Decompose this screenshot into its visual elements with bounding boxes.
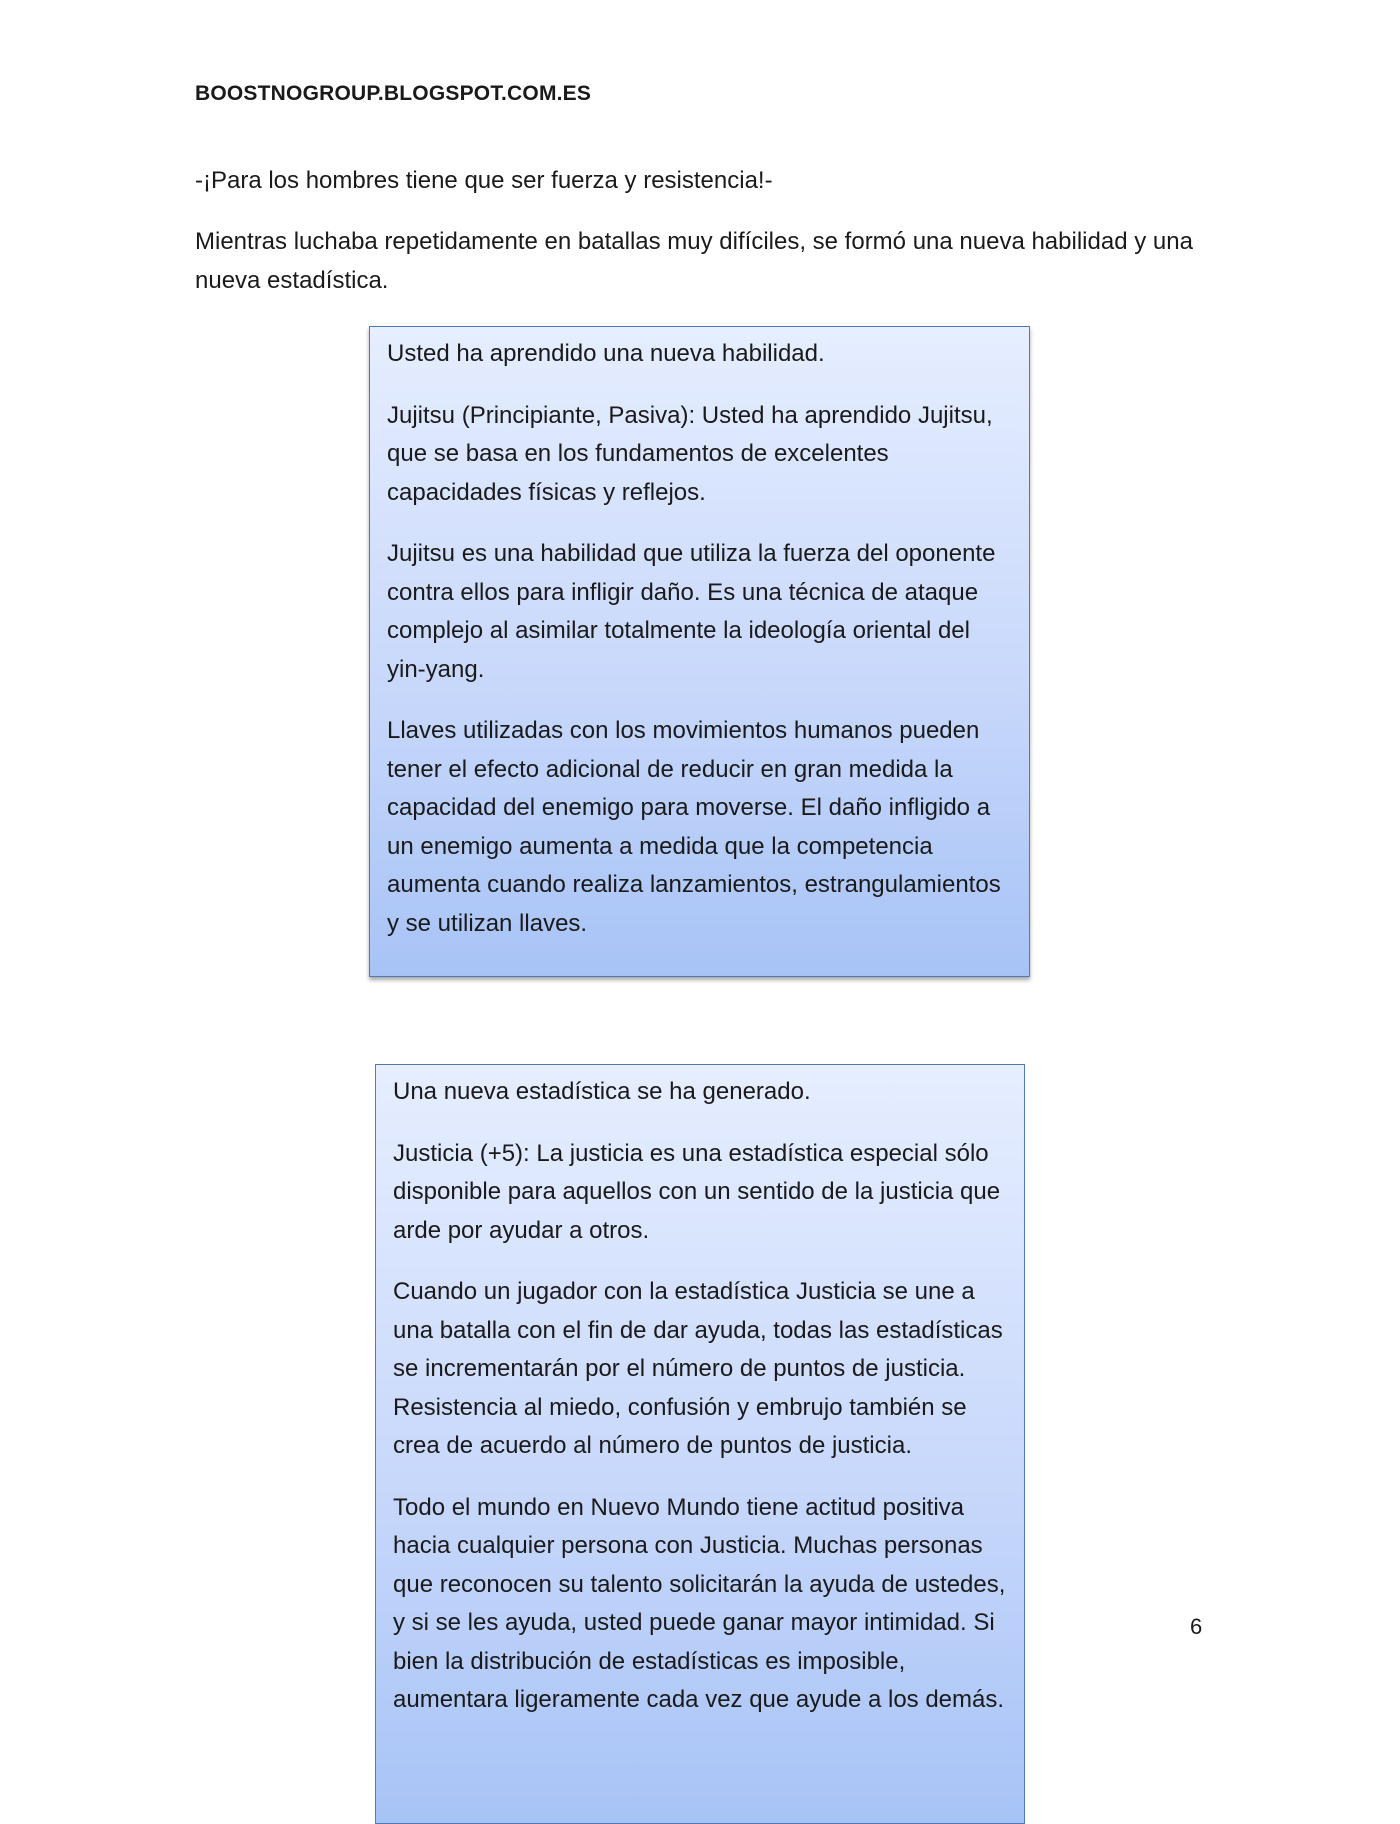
stat-box-effect: Cuando un jugador con la estadística Justicia se une a una batalla con el fin de dar ayuda, todas las estadísticas se incrementarán por el número de puntos de justicia. Resistencia al miedo, confusión y embrujo también se crea de acuerdo al número de puntos de justicia. [393,1278,1003,1459]
stat-notification-box [375,1064,1025,1824]
body-paragraph-2: Mientras luchaba repetidamente en batallas muy difíciles, se formó una nueva habilidad y una nueva estadística. [195,228,1193,294]
skill-box-effect: Llaves utilizadas con los movimientos humanos pueden tener el efecto adicional de reducir en gran medida la capacidad del enemigo para moverse. El daño infligido a un enemigo aumenta a medida que la competencia aumenta cuando realiza lanzamientos, estrangulamientos y se utilizan llaves. [387,717,1001,937]
stat-box-intro: Una nueva estadística se ha generado. [393,1078,811,1105]
stat-box-social: Todo el mundo en Nuevo Mundo tiene actitud positiva hacia cualquier persona con Justicia. Muchas personas que reconocen su talento solicitarán la ayuda de ustedes, y si se les ayuda, usted puede ganar mayor intimidad. Si bien la distribución de estadísticas es imposible, aumentara ligeramente cada vez que ayude a los demás. [393,1493,1006,1713]
skill-box-definition: Jujitsu (Principiante, Pasiva): Usted ha aprendido Jujitsu, que se basa en los fundamentos de excelentes capacidades físicas y reflejos. [387,401,993,506]
body-paragraph-1: -¡Para los hombres tiene que ser fuerza y resistencia!- [195,167,773,194]
skill-box-intro: Usted ha aprendido una nueva habilidad. [387,340,825,367]
stat-box-definition: Justicia (+5): La justicia es una estadística especial sólo disponible para aquellos con un sentido de la justicia que arde por ayudar a otros. [393,1139,1001,1244]
page-number: 6 [1190,1614,1203,1639]
skill-notification-box [369,326,1030,977]
site-header: BOOSTNOGROUP.BLOGSPOT.COM.ES [195,82,592,105]
skill-box-description: Jujitsu es una habilidad que utiliza la fuerza del oponente contra ellos para infligir daño. Es una técnica de ataque complejo al asimilar totalmente la ideología oriental del yin-yang. [387,540,996,683]
